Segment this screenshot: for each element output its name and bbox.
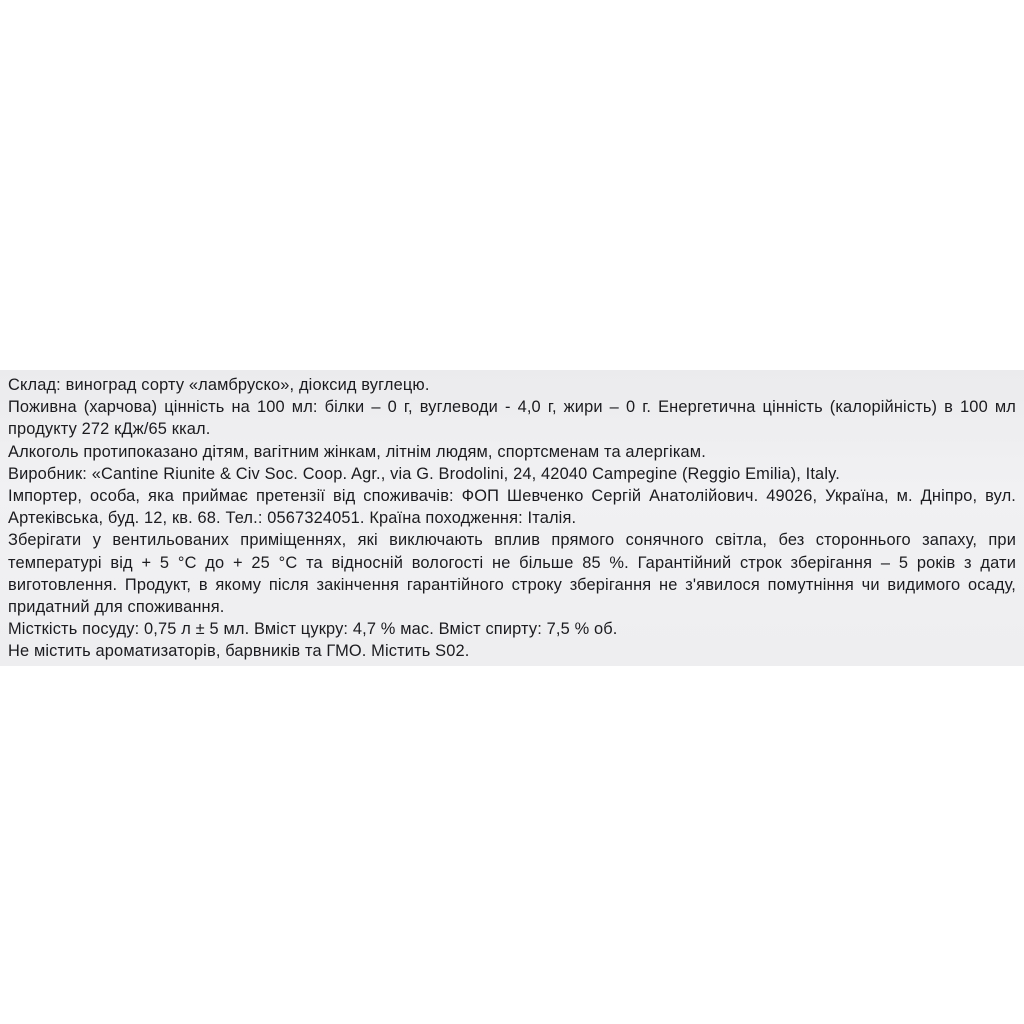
producer-line: Виробник: «Cantine Riunite & Civ Soc. Coop. Agr., via G. Brodolini, 24, 42040 Campegine (Reggio Emilia), Italy. — [8, 464, 840, 483]
label-strip — [0, 370, 1024, 666]
storage-paragraph: Зберігати у вентильованих приміщеннях, які виключають вплив прямого сонячного світла, без стороннього запаху, при температурі від + 5 °С до + 25 °С та відносній вологості не більше 85 %. Гарантійний строк зберігання – 5 років з дати виготовлення. Продукт, в якому після закінчення гарантійного строку зберігання не з'явилося помутніння чи видимого осаду, придатний для споживання. — [8, 531, 1016, 617]
warning-line: Алкоголь протипоказано дітям, вагітним жінкам, літнім людям, спортсменам та алергікам. — [8, 442, 706, 461]
composition-line: Склад: виноград сорту «ламбруско», діоксид вуглецю. — [8, 376, 430, 394]
volume-line: Місткість посуду: 0,75 л ± 5 мл. Вміст цукру: 4,7 % мас. Вміст спирту: 7,5 % об. — [8, 620, 618, 639]
additives-line: Не містить ароматизаторів, барвників та ГМО. Містить S02. — [8, 642, 470, 661]
importer-paragraph: Імпортер, особа, яка приймає претензії від споживачів: ФОП Шевченко Сергій Анатолійович. 49026, Україна, м. Дніпро, вул. Артеківська, буд. 12, кв. 68. Тел.: 0567324051. Країна походження: Італія. — [8, 487, 1016, 528]
label-text-block — [8, 374, 1016, 663]
nutrition-paragraph: Поживна (харчова) цінність на 100 мл: білки – 0 г, вуглеводи - 4,0 г, жири – 0 г. Енергетична цінність (калорійність) в 100 мл продукту 272 кДж/65 ккал. — [8, 398, 1016, 439]
